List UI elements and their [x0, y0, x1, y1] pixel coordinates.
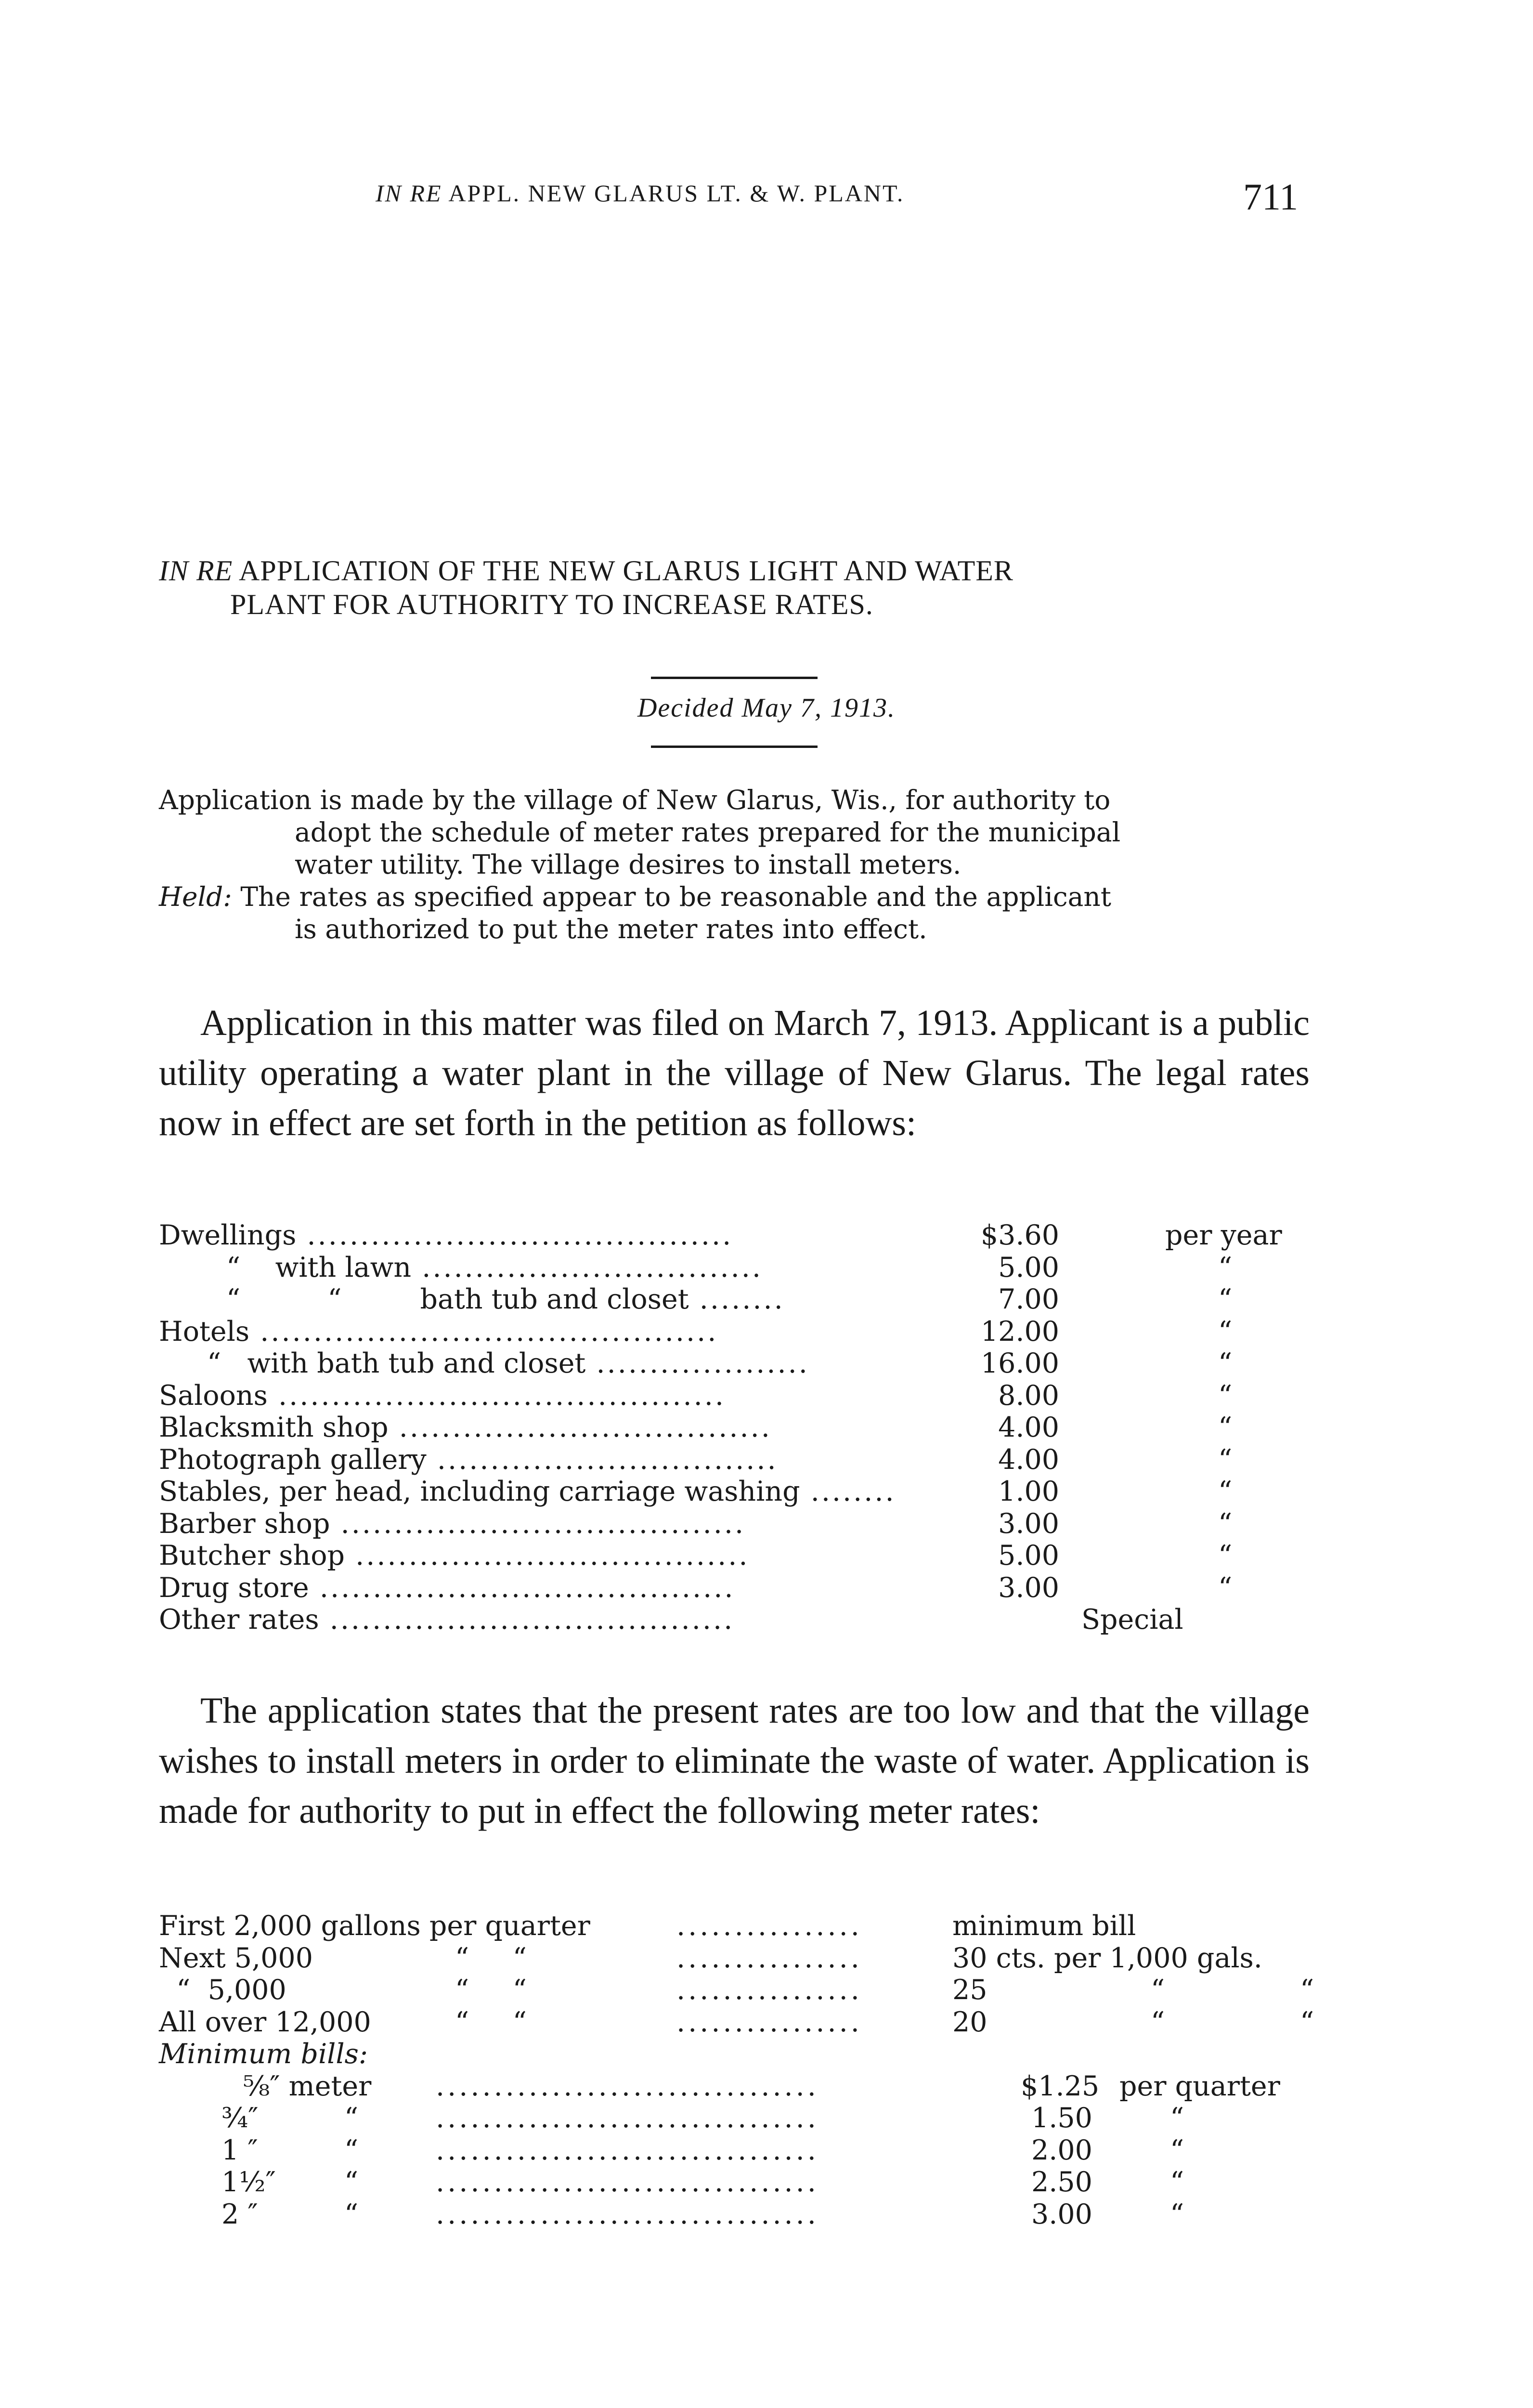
rate-row — [159, 1348, 1314, 1380]
meter-rate-value: 25 — [952, 1974, 987, 2006]
minimum-bill-row — [159, 2070, 1324, 2103]
rate-amount: 16.00 — [980, 1348, 1059, 1379]
rate-row — [159, 1540, 1314, 1572]
meter-rate-row — [159, 1974, 1324, 2006]
rate-label: Photograph gallery ................................ — [159, 1443, 778, 1476]
minimum-bill-amount: 2.50 — [1031, 2166, 1092, 2198]
rate-amount: 1.00 — [998, 1476, 1059, 1507]
rate-amount: 8.00 — [998, 1379, 1059, 1412]
running-title — [376, 179, 904, 207]
minimum-bill-unit: “ — [1170, 2166, 1184, 2198]
rate-row — [159, 1219, 1314, 1252]
meter-rate-value: minimum bill — [952, 1910, 1136, 1942]
meter-rate-row — [159, 1942, 1324, 1975]
meter-rate-value: 30 cts. per 1,000 gals. — [952, 1942, 1262, 1974]
rate-row — [159, 1604, 1314, 1636]
rate-row — [159, 1380, 1314, 1412]
meter-rates-table — [159, 1910, 1324, 2230]
rate-unit: per year — [1165, 1219, 1282, 1251]
minimum-bill-row — [159, 2134, 1324, 2167]
rate-unit: “ — [1218, 1476, 1233, 1507]
meter-rate-leader: ................ — [676, 1974, 862, 2006]
meter-size: 1½″ — [221, 2166, 276, 2198]
meter-rate-row — [159, 1910, 1324, 1942]
meter-rate-leader: ................ — [676, 1942, 862, 1974]
rate-label: Stables, per head, including carriage washing ........ — [159, 1476, 896, 1507]
paragraph-2-text: The application states that the present rates are too low and that the village wishes to install meters in order to eliminate the waste of water. Application is made for authority to put in effect the following meter rates: — [159, 1690, 1310, 1831]
held-text-1: The rates as specified appear to be reasonable and the applicant — [232, 881, 1111, 912]
paragraph-1 — [159, 998, 1310, 1148]
rate-label: Drug store ....................................... — [159, 1571, 735, 1604]
paragraph-1-text: Application in this matter was filed on March 7, 1913. Applicant is a public utility operating a water plant in the village of New Glarus. The legal rates now in effect are set forth in the petition as follows: — [159, 1003, 1310, 1143]
present-rates-table — [159, 1219, 1314, 1636]
rate-row — [159, 1283, 1314, 1316]
minimum-bill-unit: per quarter — [1119, 2070, 1280, 2102]
syllabus-line-2: adopt the schedule of meter rates prepared for the municipal — [295, 817, 1121, 848]
rate-label: “ “ bath tub and closet ........ — [226, 1283, 785, 1315]
rate-unit: “ — [1218, 1507, 1233, 1540]
minimum-bill-leader: ................................. — [436, 2166, 819, 2198]
meter-rate-label: Next 5,000 — [159, 1942, 313, 1974]
running-head — [0, 176, 1533, 218]
minimum-bill-amount: 2.00 — [1031, 2134, 1092, 2166]
rate-unit: “ — [1218, 1571, 1233, 1604]
paragraph-2 — [159, 1686, 1310, 1836]
minimum-bill-amount: $1.25 — [1021, 2070, 1100, 2102]
meter-rate-value: 20 — [952, 2006, 987, 2038]
rate-amount: 12.00 — [980, 1315, 1059, 1348]
minimum-bill-row — [159, 2102, 1324, 2134]
syllabus-line-3: water utility. The village desires to install meters. — [295, 849, 961, 880]
case-title-in-re: IN RE — [159, 555, 233, 587]
rate-unit: “ — [1218, 1283, 1233, 1315]
meter-size-ditto: “ — [344, 2102, 359, 2134]
minimum-bill-leader: ................................. — [436, 2198, 819, 2230]
rate-label: Dwellings ........................................ — [159, 1219, 733, 1251]
rate-label: Hotels ........................................... — [159, 1315, 718, 1348]
held-label: Held: — [159, 881, 232, 912]
held-line-2: is authorized to put the meter rates into effect. — [295, 914, 927, 944]
meter-rate-label: First 2,000 gallons per quarter — [159, 1910, 590, 1942]
case-title — [159, 554, 1314, 621]
syllabus-line-1: Application is made by the village of New Glarus, Wis., for authority to — [159, 785, 1111, 815]
minimum-bill-leader: ................................. — [436, 2070, 819, 2102]
rate-amount: $3.60 — [980, 1219, 1059, 1251]
minimum-bill-row — [159, 2199, 1324, 2231]
rate-label: Blacksmith shop ................................... — [159, 1412, 772, 1443]
case-title-line-1-text: APPLICATION OF THE NEW GLARUS LIGHT AND WATER — [233, 555, 1013, 587]
rate-row — [159, 1316, 1314, 1348]
minimum-bill-unit: “ — [1170, 2198, 1184, 2230]
meter-rate-leader: ................ — [676, 2006, 862, 2038]
meter-rate-ditto: “ “ — [455, 2006, 527, 2038]
minimum-bill-unit: “ — [1170, 2134, 1184, 2166]
rate-label: Saloons .......................................... — [159, 1379, 726, 1412]
rate-amount: 5.00 — [998, 1251, 1059, 1283]
rate-amount: 4.00 — [998, 1443, 1059, 1476]
meter-size: ¾″ — [221, 2102, 259, 2134]
meter-size-ditto: “ — [344, 2198, 359, 2230]
rate-unit: “ — [1218, 1412, 1233, 1443]
meter-rate-row — [159, 2006, 1324, 2039]
meter-size: 2 ″ — [221, 2198, 258, 2230]
meter-rate-ditto: “ “ — [455, 1974, 527, 2006]
meter-size-ditto: “ — [344, 2134, 359, 2166]
meter-size: 1 ″ — [221, 2134, 258, 2166]
meter-rate-unit: “ — [1151, 1974, 1165, 2006]
meter-rate-unit-2: “ — [1300, 1974, 1314, 2006]
minimum-bills-label: Minimum bills: — [159, 2038, 368, 2070]
rate-amount: 3.00 — [998, 1507, 1059, 1540]
case-title-line-2: PLANT FOR AUTHORITY TO INCREASE RATES. — [230, 589, 873, 620]
meter-rate-label: All over 12,000 — [159, 2006, 371, 2038]
minimum-bill-unit: “ — [1170, 2102, 1184, 2134]
meter-size-ditto: “ — [344, 2166, 359, 2198]
running-title-italic: IN RE — [376, 180, 442, 207]
syllabus — [159, 784, 1310, 945]
rate-amount: Special — [1081, 1604, 1183, 1636]
minimum-bill-amount: 3.00 — [1031, 2198, 1092, 2230]
decided-date: Decided May 7, 1913. — [637, 693, 896, 723]
rate-label: Butcher shop ..................................... — [159, 1540, 750, 1571]
rate-unit: “ — [1218, 1251, 1233, 1283]
meter-size: ⅝″ meter — [243, 2070, 372, 2102]
case-title-line-1 — [159, 554, 1314, 588]
rate-row — [159, 1252, 1314, 1284]
rate-row — [159, 1444, 1314, 1476]
rate-unit: “ — [1218, 1540, 1233, 1571]
rate-amount: 3.00 — [998, 1571, 1059, 1604]
rate-label: Barber shop ...................................... — [159, 1507, 746, 1540]
page-number: 711 — [1243, 176, 1299, 218]
top-rule — [651, 677, 818, 679]
meter-rate-label: “ 5,000 — [159, 1974, 286, 2006]
minimum-bill-leader: ................................. — [436, 2134, 819, 2166]
meter-rate-unit-2: “ — [1300, 2006, 1314, 2038]
rate-amount: 5.00 — [998, 1540, 1059, 1571]
rate-row — [159, 1412, 1314, 1444]
minimum-bill-amount: 1.50 — [1031, 2102, 1092, 2134]
rate-amount: 7.00 — [998, 1283, 1059, 1315]
rate-amount: 4.00 — [998, 1412, 1059, 1443]
minimum-bill-row — [159, 2166, 1324, 2199]
running-title-text: APPL. NEW GLARUS LT. & W. PLANT. — [448, 180, 905, 207]
minimum-bill-leader: ................................. — [436, 2102, 819, 2134]
rate-row — [159, 1508, 1314, 1540]
rate-unit: “ — [1218, 1348, 1233, 1379]
held-line-1 — [159, 881, 1310, 913]
meter-rate-ditto: “ “ — [455, 1942, 527, 1974]
rate-row — [159, 1572, 1314, 1604]
rate-unit: “ — [1218, 1379, 1233, 1412]
minimum-bills-row — [159, 2038, 1324, 2070]
rate-label: Other rates ...................................... — [159, 1604, 735, 1636]
rate-unit: “ — [1218, 1315, 1233, 1348]
rate-row — [159, 1476, 1314, 1508]
meter-rate-unit: “ — [1151, 2006, 1165, 2038]
rate-unit: “ — [1218, 1443, 1233, 1476]
bottom-rule — [651, 746, 818, 748]
rate-label: “ with lawn ................................ — [226, 1251, 763, 1283]
rate-label: “ with bath tub and closet .................... — [207, 1348, 809, 1379]
meter-rate-leader: ................ — [676, 1910, 862, 1942]
